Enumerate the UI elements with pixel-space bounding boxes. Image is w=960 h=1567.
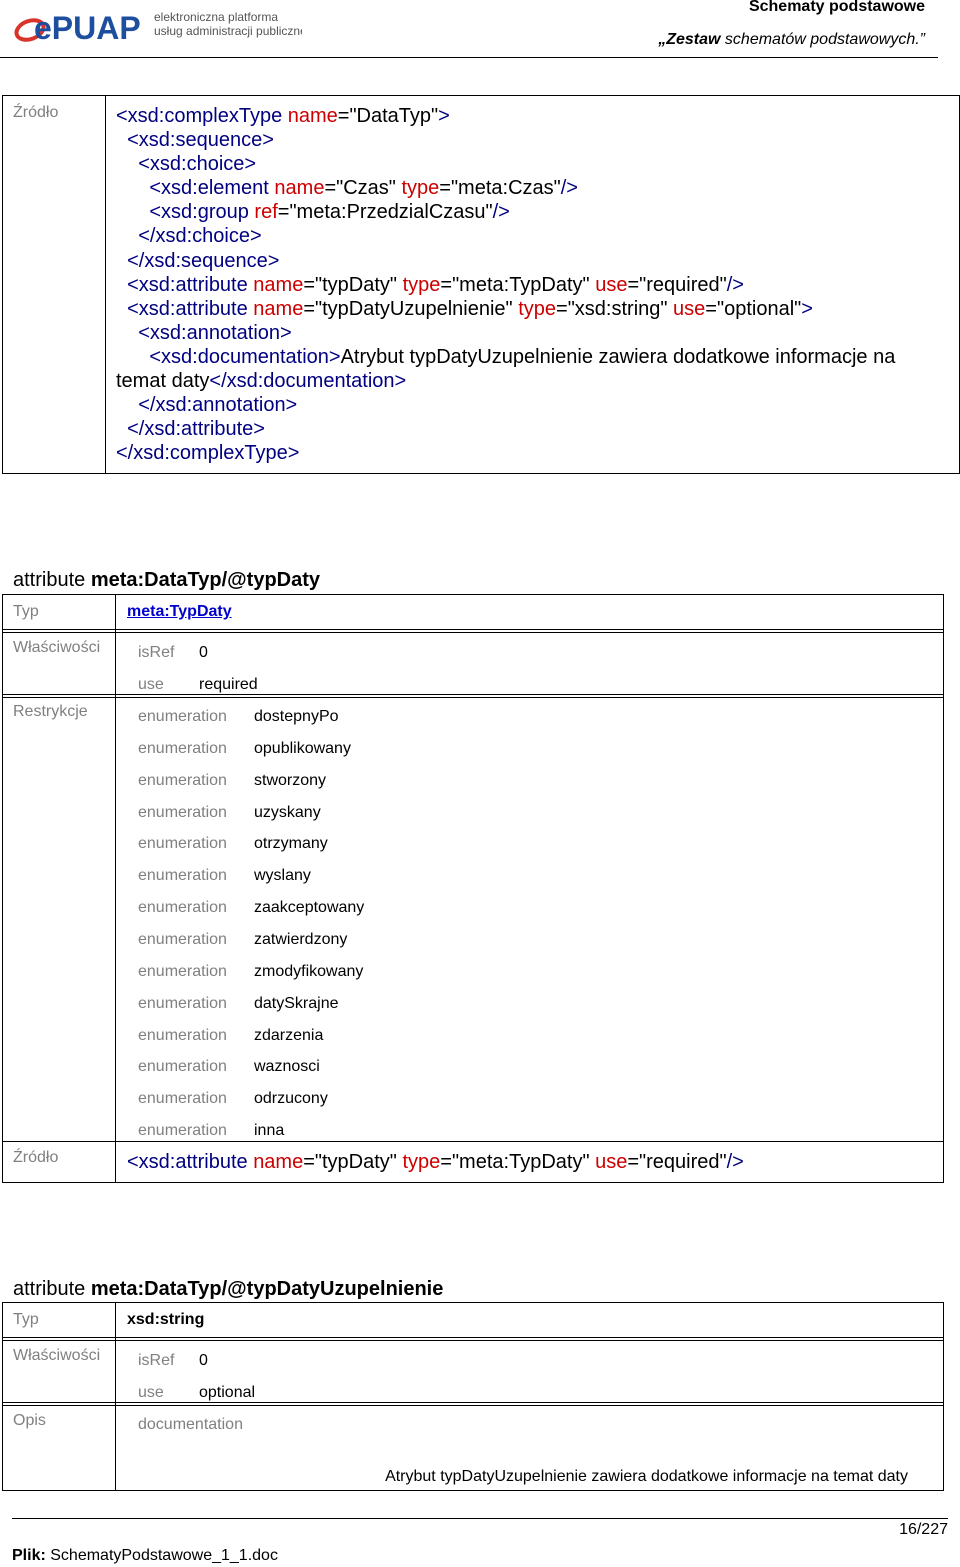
- attr2-divider: [115, 1302, 116, 1491]
- code-token: <xsd:attribute: [116, 273, 254, 296]
- code-line: [116, 297, 895, 321]
- code-line: [116, 152, 895, 176]
- code-line: [116, 345, 895, 369]
- enumeration-value: stworzony: [254, 771, 327, 789]
- header-title: Schematy podstawowe: [748, 0, 925, 15]
- attr1-title: [13, 569, 320, 592]
- code-line: [116, 128, 895, 152]
- header-subtitle-rest: schematów podstawowych.”: [720, 31, 925, 48]
- code-token: ="typDaty": [303, 1151, 403, 1173]
- code-token: />: [726, 273, 744, 296]
- code-token: name: [253, 273, 304, 296]
- property-value: required: [199, 676, 258, 693]
- enumeration-key: enumeration: [138, 867, 227, 885]
- attr1-props-label: Właściwości: [13, 639, 101, 656]
- attr2-typ-label: Typ: [13, 1311, 39, 1328]
- attr2-doc-value: Atrybut typDatyUzupelnienie zawiera dodatkowe informacje na temat daty: [385, 1468, 908, 1485]
- attr1-typ-link[interactable]: meta:TypDaty: [127, 603, 232, 620]
- code-token: />: [492, 201, 510, 224]
- property-value: optional: [199, 1384, 256, 1401]
- enumeration-value: waznosci: [254, 1058, 320, 1076]
- code-token: <xsd:complexType: [116, 105, 288, 127]
- code-token: <xsd:choice>: [116, 153, 257, 176]
- enumeration-value: zatwierdzony: [254, 930, 348, 948]
- code-token: <xsd:attribute: [116, 297, 254, 320]
- code-token: ="optional": [705, 297, 802, 320]
- code-token: ="meta:PrzedzialCzasu": [277, 201, 493, 224]
- code-line: [116, 176, 895, 200]
- enumeration-key: enumeration: [138, 1026, 227, 1044]
- code-token: ="typDaty": [303, 273, 403, 296]
- property-key: isRef: [138, 644, 175, 661]
- code-token: </xsd:choice>: [116, 225, 262, 248]
- page-number: 16/227: [899, 1521, 948, 1538]
- code-line: [116, 249, 895, 273]
- code-token: </xsd:attribute>: [116, 418, 265, 441]
- code-token: </xsd:documentation>: [209, 370, 407, 393]
- code-token: name: [253, 297, 304, 320]
- code-token: <xsd:attribute: [127, 1151, 254, 1173]
- code-token: ="required": [627, 273, 727, 296]
- property-key: use: [138, 676, 164, 693]
- logo-tagline-2: usług administracji publicznej: [154, 24, 302, 38]
- header-rule: [0, 57, 938, 58]
- code-token: </xsd:annotation>: [116, 394, 298, 417]
- code-token: />: [726, 1151, 744, 1173]
- footer-rule: [12, 1518, 948, 1519]
- code-line: [127, 1150, 744, 1174]
- property-key: isRef: [138, 1352, 175, 1369]
- attr1-title-prefix: attribute: [13, 569, 91, 591]
- attr2-rule-2b: [2, 1405, 944, 1406]
- code-token: type: [402, 273, 441, 296]
- attr1-rule-2: [2, 694, 944, 695]
- code-token: ="typDatyUzupelnienie": [303, 297, 519, 320]
- attr1-source-code: [127, 1150, 744, 1174]
- code-token: type: [518, 297, 557, 320]
- code-token: ="Czas": [324, 177, 402, 200]
- source-table-divider: [105, 95, 106, 474]
- enumeration-key: enumeration: [138, 771, 227, 789]
- code-line: [116, 273, 895, 297]
- enumeration-value: zmodyfikowany: [254, 962, 364, 980]
- enumeration-key: enumeration: [138, 835, 227, 853]
- enumeration-key: enumeration: [138, 1058, 227, 1076]
- enumeration-key: enumeration: [138, 803, 227, 821]
- attr1-restr-label: Restrykcje: [13, 703, 88, 720]
- enumeration-value: inna: [254, 1122, 285, 1140]
- code-token: <xsd:group: [116, 201, 255, 224]
- attr2-title: [13, 1278, 443, 1301]
- code-token: >: [801, 297, 813, 320]
- code-line: [116, 441, 895, 465]
- enumeration-key: enumeration: [138, 930, 227, 948]
- attr2-rule-2: [2, 1402, 944, 1403]
- code-token: ="meta:Czas": [439, 177, 561, 200]
- code-token: </xsd:complexType>: [116, 442, 300, 465]
- code-token: name: [274, 177, 325, 200]
- code-token: type: [401, 177, 440, 200]
- attr2-rule-1: [2, 1337, 944, 1338]
- code-token: name: [253, 1151, 304, 1173]
- enumeration-value: zdarzenia: [254, 1026, 324, 1044]
- epuap-logo: [12, 6, 302, 42]
- attr2-typ-value: xsd:string: [127, 1311, 205, 1328]
- property-value: 0: [199, 1352, 208, 1369]
- enumeration-value: wyslany: [254, 867, 311, 885]
- header-subtitle-bold: „Zestaw: [658, 31, 721, 48]
- property-value: 0: [199, 644, 208, 661]
- attr1-src-label: Źródło: [13, 1149, 59, 1166]
- code-line: [116, 417, 895, 441]
- code-token: </xsd:sequence>: [116, 249, 280, 272]
- attr2-opis-label: Opis: [13, 1412, 46, 1429]
- enumeration-value: otrzymany: [254, 835, 328, 853]
- enumeration-key: enumeration: [138, 962, 227, 980]
- attr2-doc-key: documentation: [138, 1416, 243, 1433]
- enumeration-key: enumeration: [138, 994, 227, 1012]
- property-key: use: [138, 1384, 164, 1401]
- code-token: ="meta:TypDaty": [440, 273, 596, 296]
- code-line: [116, 321, 895, 345]
- attr1-rule-3: [2, 1141, 944, 1142]
- code-token: <xsd:element: [116, 177, 275, 200]
- attr1-divider: [115, 594, 116, 1183]
- code-token: use: [595, 1151, 628, 1173]
- file-label: Plik:: [12, 1547, 46, 1564]
- header-subtitle: [658, 31, 925, 49]
- code-line: [116, 104, 895, 128]
- code-token: ="meta:TypDaty": [440, 1151, 596, 1173]
- enumeration-value: datySkrajne: [254, 994, 339, 1012]
- attr2-props-label: Właściwości: [13, 1347, 101, 1364]
- attr1-rule-1: [2, 629, 944, 630]
- code-line: [116, 224, 895, 248]
- code-token: />: [560, 177, 578, 200]
- attr1-title-name: meta:DataTyp/@typDaty: [90, 569, 321, 591]
- code-line: [116, 369, 895, 393]
- code-token: ="DataTyp": [337, 105, 439, 127]
- attr2-title-prefix: attribute: [13, 1278, 91, 1300]
- code-token: Atrybut typDatyUzupelnienie zawiera dodatkowe informacje na: [340, 345, 896, 368]
- code-token: ="xsd:string": [556, 297, 674, 320]
- attr1-rule-1b: [2, 632, 944, 633]
- code-token: name: [287, 105, 338, 127]
- code-token: ="required": [627, 1151, 727, 1173]
- file-name-value: SchematyPodstawowe_1_1.doc: [45, 1547, 278, 1564]
- source-label: Źródło: [13, 104, 59, 121]
- enumeration-key: enumeration: [138, 708, 227, 725]
- code-token: type: [402, 1151, 441, 1173]
- code-token: <xsd:sequence>: [116, 129, 274, 152]
- code-token: >: [438, 105, 450, 127]
- enumeration-value: uzyskany: [254, 803, 321, 821]
- code-line: [116, 393, 895, 417]
- enumeration-key: enumeration: [138, 739, 227, 757]
- code-token: temat daty: [116, 370, 210, 393]
- enumeration-value: dostepnyPo: [254, 708, 339, 725]
- code-token: ref: [254, 201, 278, 224]
- enumeration-key: enumeration: [138, 1090, 227, 1108]
- attr1-rule-2b: [2, 697, 944, 698]
- enumeration-key: enumeration: [138, 899, 227, 917]
- code-token: <xsd:documentation>: [116, 345, 341, 368]
- attr1-typ-label: Typ: [13, 603, 39, 620]
- file-name: [12, 1547, 278, 1565]
- enumeration-value: zaakceptowany: [254, 899, 365, 917]
- code-token: use: [673, 297, 706, 320]
- logo-tagline-1: elektroniczna platforma: [154, 10, 279, 24]
- code-token: <xsd:annotation>: [116, 321, 292, 344]
- code-line: [116, 200, 895, 224]
- enumeration-key: enumeration: [138, 1122, 227, 1140]
- enumeration-value: odrzucony: [254, 1090, 328, 1108]
- code-token: use: [595, 273, 628, 296]
- source-code: [116, 104, 895, 465]
- logo-text: ePUAP: [34, 10, 141, 42]
- enumeration-value: opublikowany: [254, 739, 351, 757]
- attr2-rule-1b: [2, 1340, 944, 1341]
- attr2-title-name: meta:DataTyp/@typDatyUzupelnienie: [90, 1278, 444, 1300]
